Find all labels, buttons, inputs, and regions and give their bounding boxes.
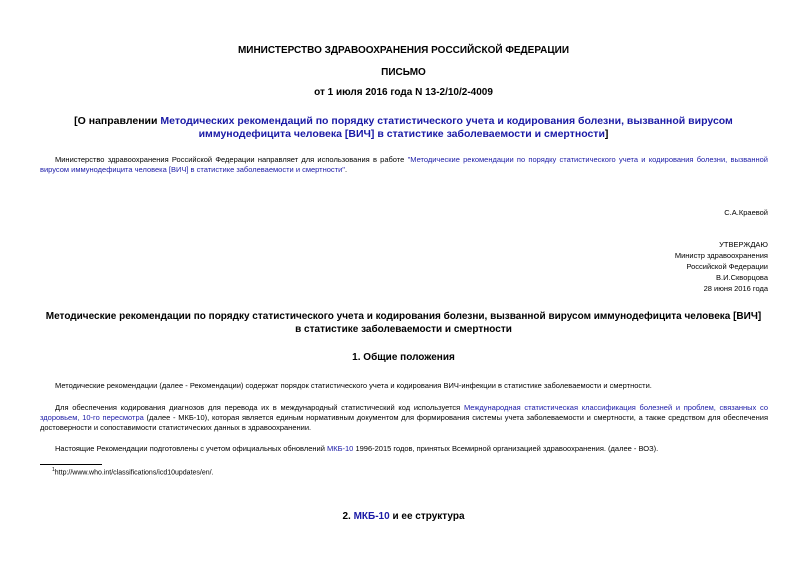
- date-number-heading: от 1 июля 2016 года N 13-2/10/2-4009: [314, 87, 493, 98]
- footnote: [52, 467, 214, 476]
- section2-number: 2.: [342, 511, 354, 522]
- subject-suffix: ]: [604, 128, 609, 140]
- approval-line: УТВЕРЖДАЮ: [719, 240, 768, 249]
- approval-line: Министр здравоохранения: [674, 251, 768, 260]
- document-type-heading: ПИСЬМО: [381, 67, 426, 78]
- approval-line: В.И.Скворцова: [716, 273, 768, 282]
- subject-heading: [40, 115, 767, 141]
- approval-block: [560, 239, 768, 294]
- p2-suffix: (далее - МКБ-10), которая является единым нормативным документом для формирования системы учета заболеваемости и смертности, а также средством для обеспечения достоверности и сопоставимости статистических данных в здравоохранении.: [40, 413, 768, 432]
- footnote-text: http://www.who.int/classifications/icd10updates/en/.: [54, 469, 214, 477]
- section1-paragraph-1: Методические рекомендации (далее - Рекомендации) содержат порядок статистического учета и кодирования ВИЧ-инфекции в статистике заболеваемости и смертности.: [55, 381, 652, 390]
- subject-link[interactable]: Методических рекомендаций по порядку статистического учета и кодирования болезни, вызванной вирусом иммунодефицита человека [ВИЧ] в статистике заболеваемости и смертности: [160, 115, 733, 140]
- icd10-link[interactable]: МКБ-10: [326, 444, 354, 453]
- recommendations-title: Методические рекомендации по порядку статистического учета и кодирования болезни, вызванной вирусом иммунодефицита человека [ВИЧ] в статистике заболеваемости и смертности: [45, 311, 762, 335]
- intro-link[interactable]: "Методические рекомендации по порядку статистического учета и кодирования болезни, вызванной вирусом иммунодефицита человека [ВИЧ] в статистике заболеваемости и смертности": [40, 155, 768, 174]
- section1-paragraph-3: [40, 444, 768, 454]
- p3-prefix: Настоящие Рекомендации подготовлены с учетом официальных обновлений: [55, 444, 327, 453]
- section2-icd10-link[interactable]: МКБ-10: [353, 511, 390, 522]
- subject-prefix: [О направлении: [74, 115, 161, 127]
- intro-prefix: Министерство здравоохранения Российской Федерации направляет для использования в работе: [55, 155, 408, 164]
- ministry-heading: МИНИСТЕРСТВО ЗДРАВООХРАНЕНИЯ РОССИЙСКОЙ ФЕДЕРАЦИИ: [237, 45, 570, 56]
- signer-name: С.А.Краевой: [724, 208, 768, 217]
- intro-suffix: .: [344, 165, 348, 174]
- p3-tail: (далее - ВОЗ).: [605, 444, 659, 453]
- approval-line: Российской Федерации: [686, 262, 768, 271]
- footnote-divider: [40, 464, 102, 465]
- section1-heading: 1. Общие положения: [352, 352, 455, 363]
- section2-heading: [0, 511, 807, 522]
- p3-suffix: 1996-2015 годов, принятых Всемирной организацией здравоохранения.: [353, 444, 606, 453]
- intro-paragraph: [40, 155, 768, 175]
- p2-prefix: Для обеспечения кодирования диагнозов для перевода их в международный статистический код используется: [55, 403, 464, 412]
- footnote-mark: 1: [52, 467, 55, 473]
- section1-paragraph-2: [40, 403, 768, 433]
- approval-line: 28 июня 2016 года: [703, 284, 768, 293]
- icd10-classification-link[interactable]: Международная статистическая классификация болезней и проблем, связанных со здоровьем, 10-го пересмотра: [40, 403, 768, 422]
- section2-rest: и ее структура: [389, 511, 465, 522]
